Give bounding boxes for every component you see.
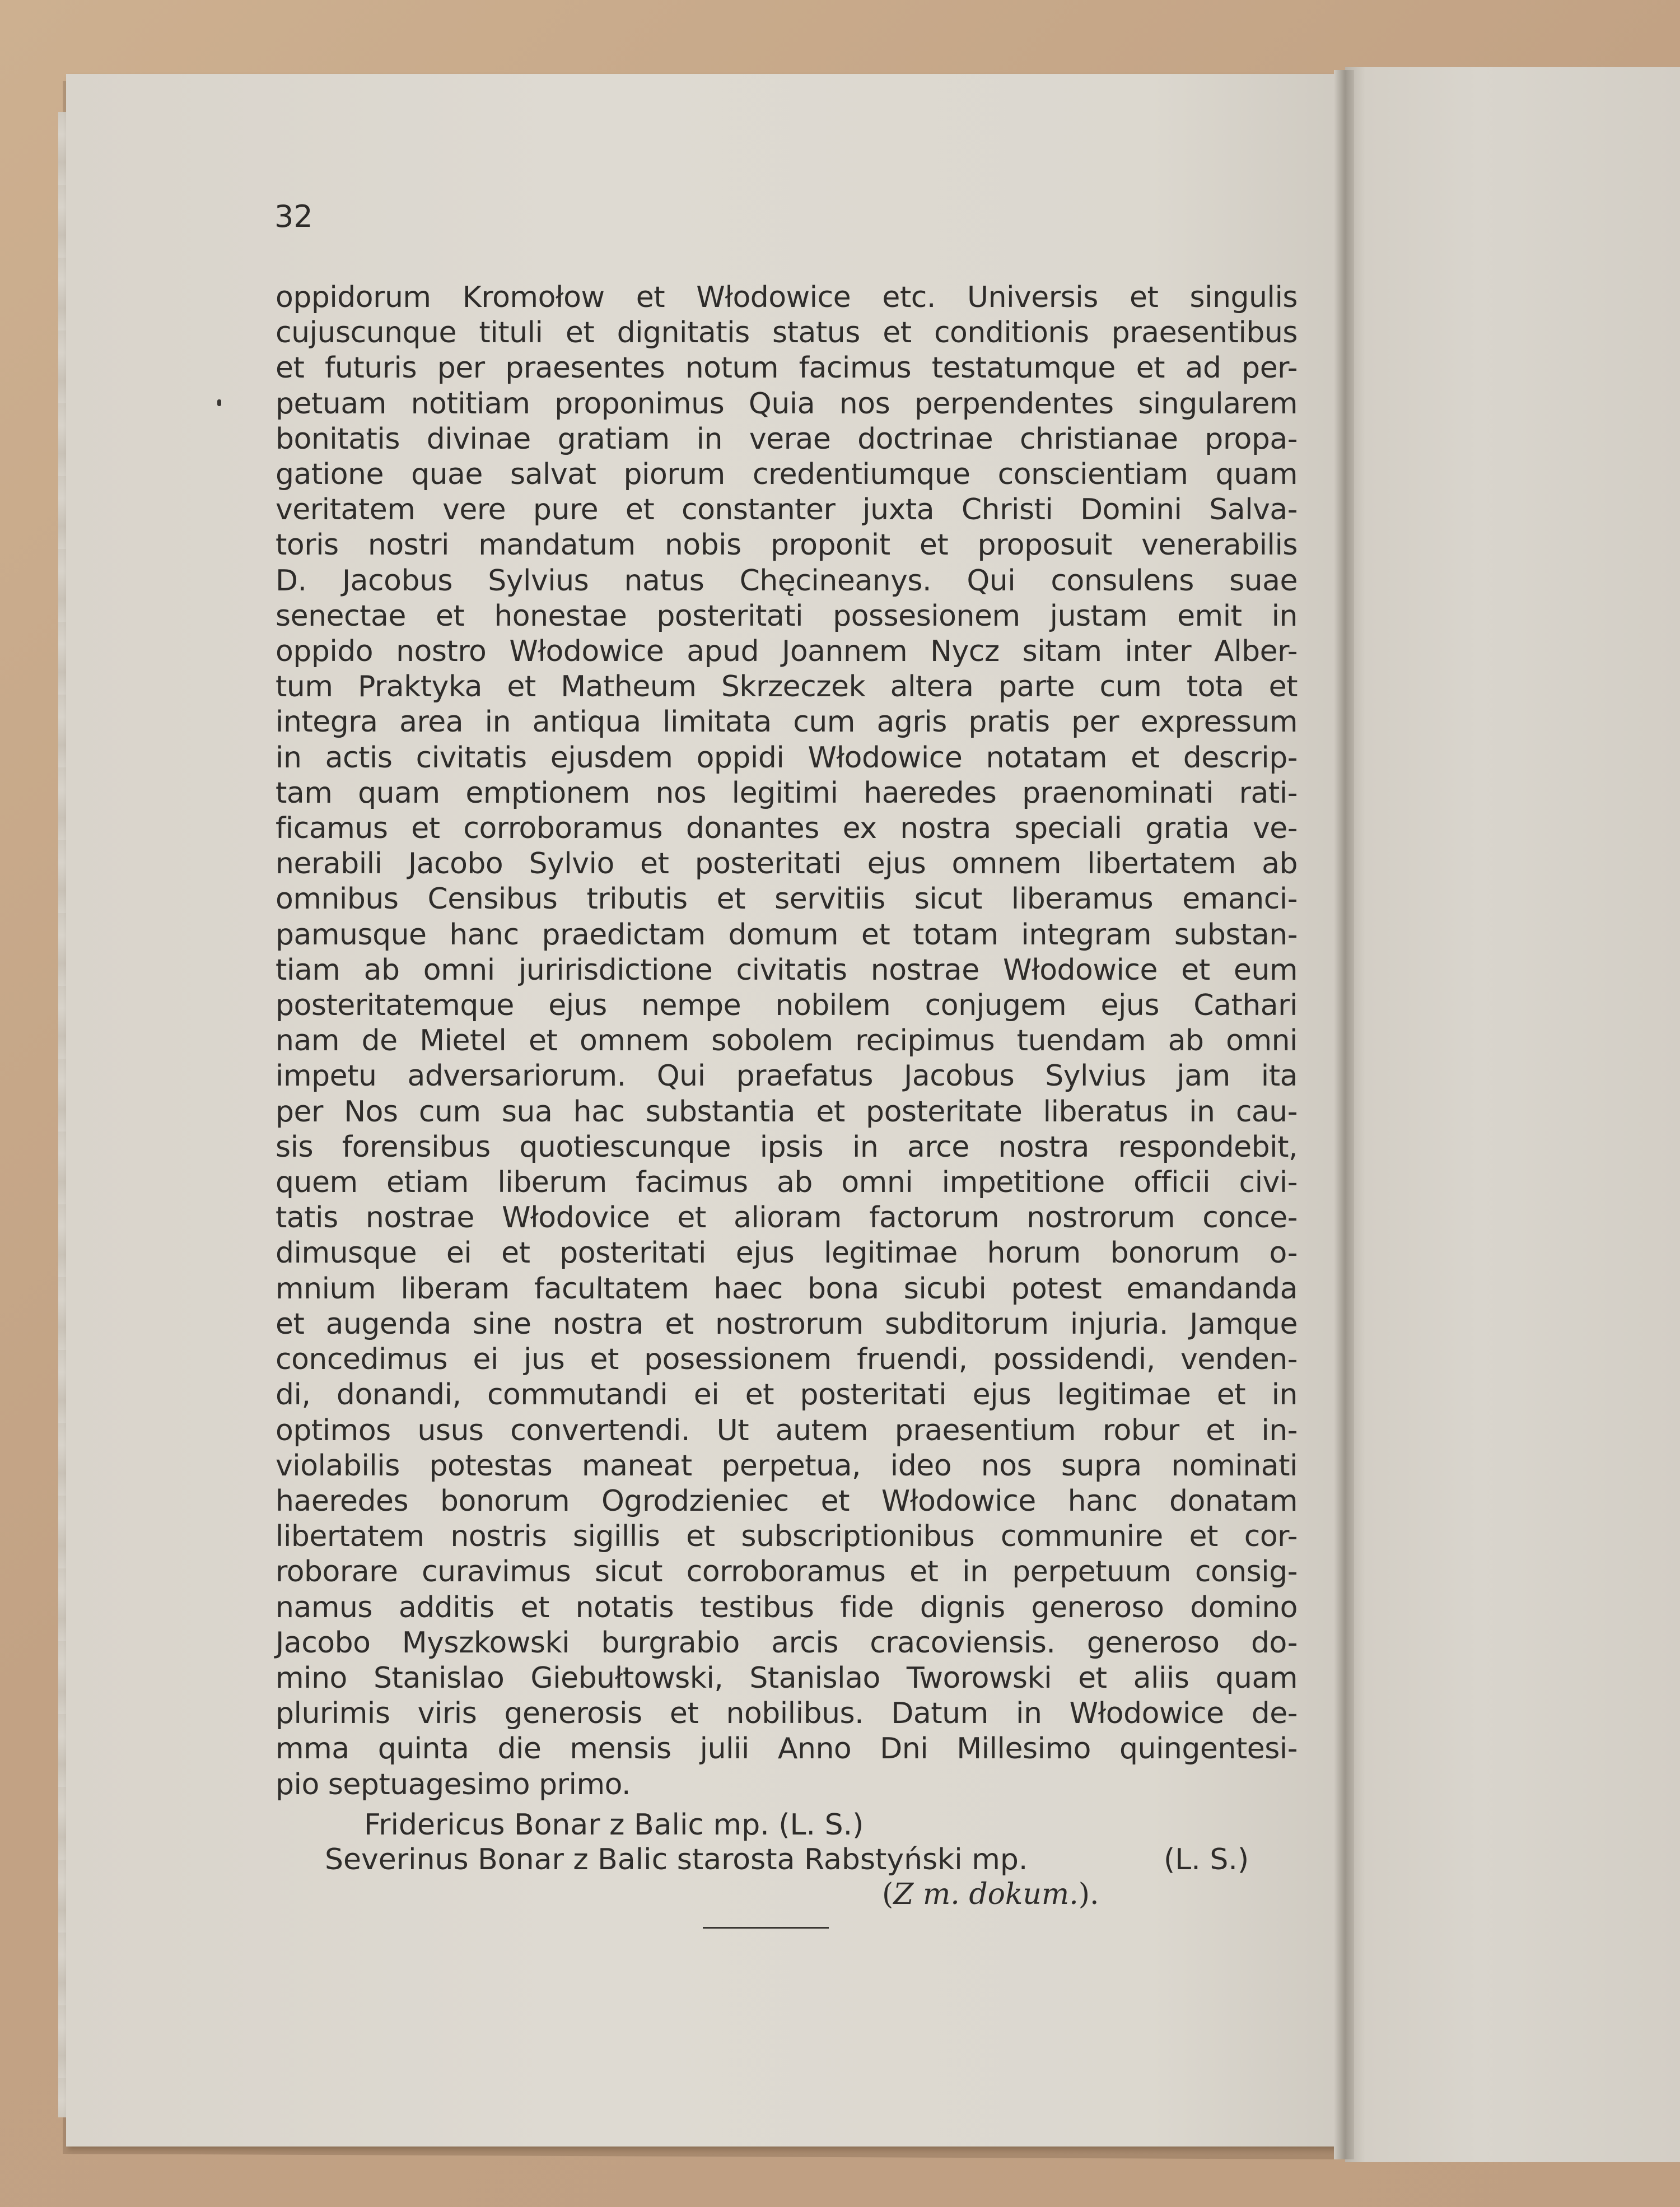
text-line: et futuris per praesentes notum facimus testatumque et ad per- <box>276 351 1298 385</box>
text-line: plurimis viris generosis et nobilibus. Datum in Włodowice de- <box>276 1697 1298 1731</box>
signature-fridericus: Fridericus Bonar z Balic mp. (L. S.) <box>364 1808 864 1842</box>
text-line: oppidorum Kromołow et Włodowice etc. Universis et singulis <box>276 281 1298 314</box>
facing-page <box>1345 67 1680 2162</box>
closing-rule <box>703 1927 829 1929</box>
text-line: tum Praktyka et Matheum Skrzeczek altera parte cum tota et <box>276 670 1298 704</box>
signature-severinus: Severinus Bonar z Balic starosta Rabstyński mp. <box>325 1843 1028 1877</box>
document-body <box>276 280 1298 1803</box>
text-line: mma quinta die mensis julii Anno Dni Millesimo quingentesi- <box>276 1732 1298 1766</box>
text-line: dimusque ei et posteritati ejus legitimae horum bonorum o- <box>276 1236 1298 1270</box>
text-line: in actis civitatis ejusdem oppidi Włodowice notatam et descrip- <box>276 741 1298 775</box>
source-note-open: ( <box>882 1878 894 1911</box>
text-line: quem etiam liberum facimus ab omni impetitione officii civi- <box>276 1166 1298 1200</box>
text-line: Jacobo Myszkowski burgrabio arcis cracoviensis. generoso do- <box>276 1626 1298 1660</box>
text-line: bonitatis divinae gratiam in verae doctrinae christianae propa- <box>276 422 1298 456</box>
text-line: D. Jacobus Sylvius natus Chęcineanys. Qui consulens suae <box>276 564 1298 598</box>
text-line: senectae et honestae posteritati possesionem justam emit in <box>276 599 1298 633</box>
text-line: tam quam emptionem nos legitimi haeredes praenominati rati- <box>276 776 1298 810</box>
text-line: et augenda sine nostra et nostrorum subditorum injuria. Jamque <box>276 1307 1298 1341</box>
text-line: sis forensibus quotiescunque ipsis in arce nostra respondebit, <box>276 1130 1298 1164</box>
text-line: cujuscunque tituli et dignitatis status et conditionis praesentibus <box>276 316 1298 350</box>
source-note-italic: Z m. dokum. <box>893 1878 1079 1911</box>
seal-mark: (L. S.) <box>1164 1843 1249 1877</box>
text-line: integra area in antiqua limitata cum agris pratis per expressum <box>276 705 1298 739</box>
text-line: optimos usus convertendi. Ut autem praesentium robur et in- <box>276 1413 1298 1447</box>
text-line: gatione quae salvat piorum credentiumque conscientiam quam <box>276 458 1298 492</box>
text-line: di, donandi, commutandi ei et posteritati ejus legitimae et in <box>276 1378 1298 1412</box>
text-line: pio septuagesimo primo. <box>276 1767 631 1801</box>
text-line: violabilis potestas maneat perpetua, ideo nos supra nominati <box>276 1449 1298 1483</box>
text-line: oppido nostro Włodowice apud Joannem Nycz sitam inter Alber- <box>276 635 1298 669</box>
source-note <box>882 1878 1099 1911</box>
text-line: concedimus ei jus et posessionem fruendi, possidendi, venden- <box>276 1343 1298 1377</box>
text-line: roborare curavimus sicut corroboramus et in perpetuum consig- <box>276 1555 1298 1589</box>
text-line: nerabili Jacobo Sylvio et posteritati ejus omnem libertatem ab <box>276 847 1298 881</box>
text-line: mnium liberam facultatem haec bona sicubi potest emandanda <box>276 1272 1298 1306</box>
text-line: pamusque hanc praedictam domum et totam integram substan- <box>276 918 1298 952</box>
text-line: per Nos cum sua hac substantia et posteritate liberatus in cau- <box>276 1095 1298 1129</box>
text-line: namus additis et notatis testibus fide dignis generoso domino <box>276 1590 1298 1624</box>
text-line: tatis nostrae Włodovice et alioram factorum nostrorum conce- <box>276 1201 1298 1235</box>
text-line: impetu adversariorum. Qui praefatus Jacobus Sylvius jam ita <box>276 1059 1298 1093</box>
text-line: posteritatemque ejus nempe nobilem conjugem ejus Cathari <box>276 989 1298 1023</box>
text-line: nam de Mietel et omnem sobolem recipimus tuendam ab omni <box>276 1024 1298 1058</box>
text-line: omnibus Censibus tributis et servitiis sicut liberamus emanci- <box>276 882 1298 916</box>
text-line: veritatem vere pure et constanter juxta Christi Domini Salva- <box>276 493 1298 527</box>
text-line: libertatem nostris sigillis et subscriptionibus communire et cor- <box>276 1520 1298 1554</box>
source-note-close: ). <box>1078 1878 1099 1911</box>
text-line: tiam ab omni juririsdictione civitatis nostrae Włodowice et eum <box>276 953 1298 987</box>
text-line: petuam notitiam proponimus Quia nos perpendentes singularem <box>276 387 1298 421</box>
page-number: 32 <box>274 199 313 234</box>
book-gutter <box>1334 70 1354 2159</box>
text-line: ficamus et corroboramus donantes ex nostra speciali gratia ve- <box>276 812 1298 846</box>
text-line: toris nostri mandatum nobis proponit et proposuit venerabilis <box>276 528 1298 562</box>
text-line: mino Stanislao Giebułtowski, Stanislao Tworowski et aliis quam <box>276 1661 1298 1695</box>
ink-speck <box>217 399 221 406</box>
text-line: haeredes bonorum Ogrodzieniec et Włodowice hanc donatam <box>276 1484 1298 1518</box>
